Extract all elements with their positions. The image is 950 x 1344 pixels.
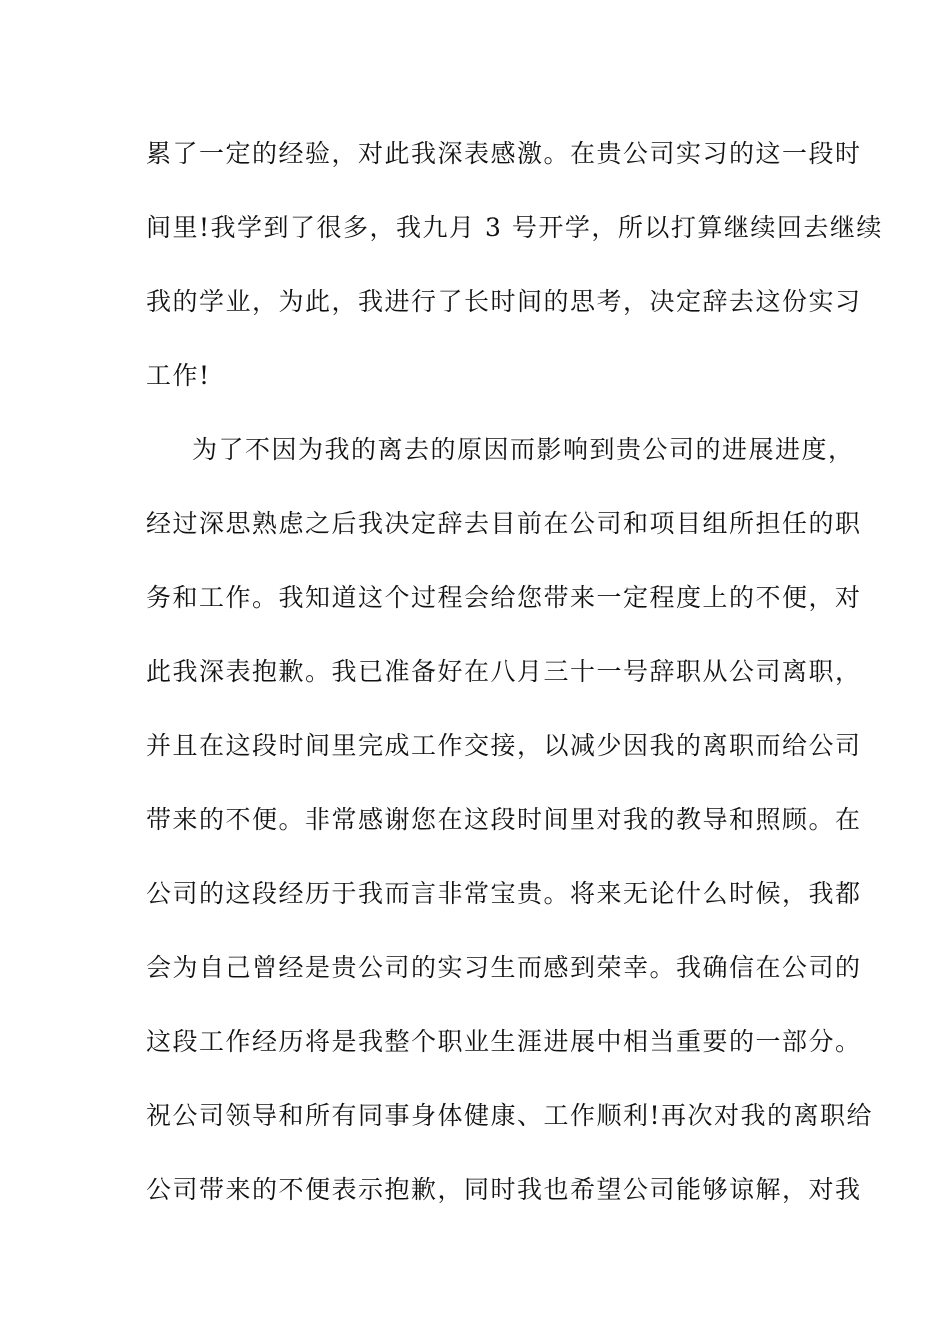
- text-line: 公司的这段经历于我而言非常宝贵。将来无论什么时候，我都: [146, 879, 862, 908]
- text-line: 会为自己曾经是贵公司的实习生而感到荣幸。我确信在公司的: [146, 953, 862, 982]
- text-line: 这段工作经历将是我整个职业生涯进展中相当重要的一部分。: [146, 1027, 862, 1056]
- text-line: 此我深表抱歉。我已准备好在八月三十一号辞职从公司离职，: [146, 657, 862, 686]
- letter-body: [146, 128, 883, 1238]
- text-line: 带来的不便。非常感谢您在这段时间里对我的教导和照顾。在: [146, 805, 862, 834]
- text-line: 我的学业，为此，我进行了长时间的思考，决定辞去这份实习: [146, 287, 862, 316]
- text-line: 务和工作。我知道这个过程会给您带来一定程度上的不便，对: [146, 583, 862, 612]
- paragraph-first-line: 为了不因为我的离去的原因而影响到贵公司的进展进度，: [192, 435, 855, 464]
- text-line: 工作!: [146, 361, 211, 390]
- text-line: 并且在这段时间里完成工作交接，以减少因我的离职而给公司: [146, 731, 862, 760]
- text-line: 间里!我学到了很多，我九月 3 号开学，所以打算继续回去继续: [146, 213, 883, 242]
- text-line: 公司带来的不便表示抱歉，同时我也希望公司能够谅解，对我: [146, 1175, 862, 1204]
- text-line: 经过深思熟虑之后我决定辞去目前在公司和项目组所担任的职: [146, 509, 862, 538]
- text-line: 祝公司领导和所有同事身体健康、工作顺利!再次对我的离职给: [146, 1101, 874, 1130]
- text-line: 累了一定的经验，对此我深表感激。在贵公司实习的这一段时: [146, 139, 862, 168]
